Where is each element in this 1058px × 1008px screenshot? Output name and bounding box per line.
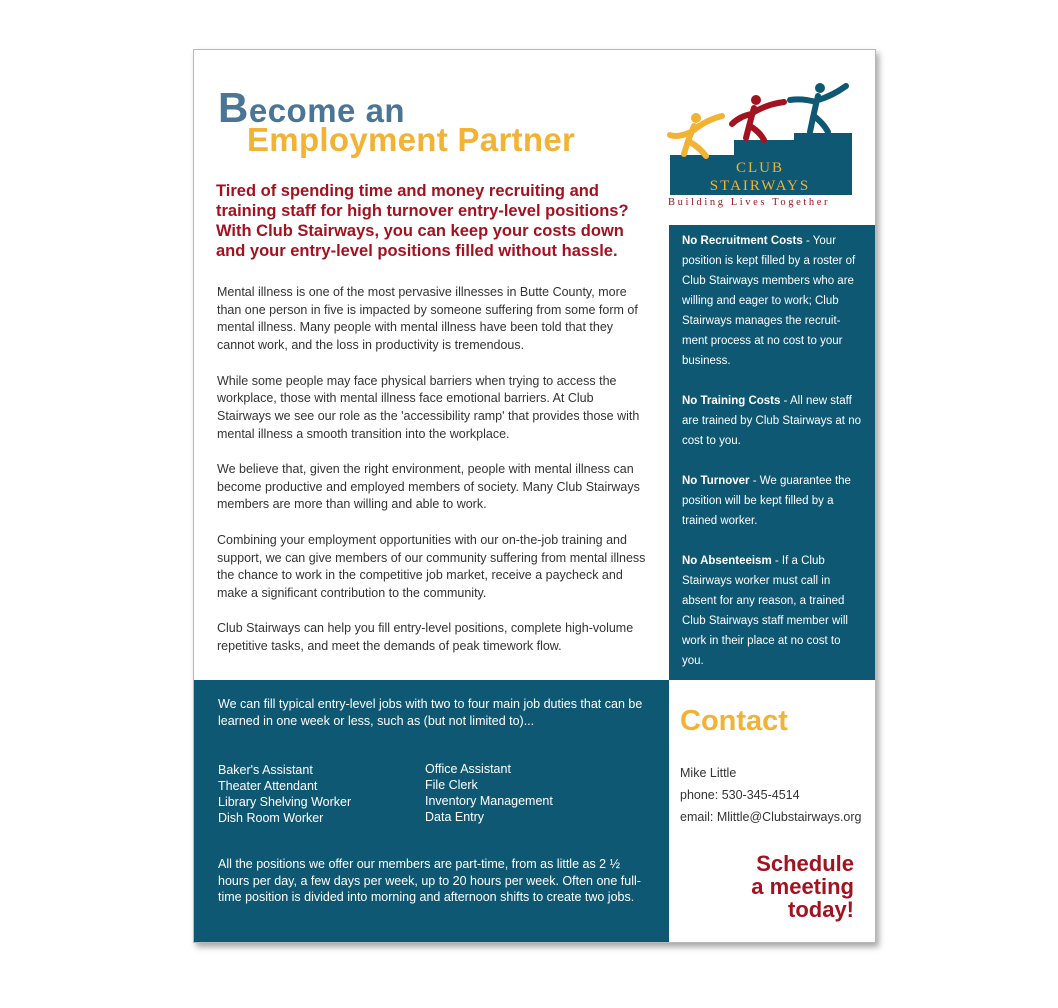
contact-email: email: Mlittle@Clubstairways.org bbox=[680, 810, 862, 824]
benefit-item bbox=[682, 551, 864, 671]
club-stairways-logo bbox=[664, 80, 860, 215]
schedule-meeting-cta bbox=[684, 852, 854, 921]
job-item: Dish Room Worker bbox=[218, 811, 324, 825]
contact-heading: Contact bbox=[680, 705, 788, 737]
logo-text-club: CLUB bbox=[735, 160, 785, 176]
job-item: Data Entry bbox=[425, 810, 485, 824]
benefit-label: No Turnover bbox=[682, 475, 750, 487]
title-initial: B bbox=[218, 84, 249, 131]
job-item: Theater Attendant bbox=[218, 779, 318, 793]
benefit-item bbox=[682, 471, 864, 531]
flyer-page bbox=[193, 49, 876, 943]
benefits-list bbox=[682, 231, 864, 691]
job-item: Library Shelving Worker bbox=[218, 795, 352, 809]
title-line-2: Employment Partner bbox=[247, 121, 576, 158]
body-paragraph: Club Stairways can help you fill entry-level positions, complete high-volume repetitive tasks, and meet the demands of peak timework flow. bbox=[217, 621, 634, 653]
logo-red-figure bbox=[732, 95, 784, 140]
body-paragraph: We believe that, given the right environment, people with mental illness can become productive and employed members of society. Many Club Stairways members are more than willing and able to work. bbox=[217, 462, 640, 512]
logo-stair-top bbox=[794, 133, 852, 141]
benefit-text: - We guarantee the position will be kept filled by a trained worker. bbox=[682, 475, 851, 527]
body-text bbox=[217, 284, 649, 673]
benefit-text: - All new staff are trained by Club Stairways at no cost to you. bbox=[682, 395, 861, 447]
jobs-list-left bbox=[218, 762, 351, 826]
logo-yellow-figure bbox=[670, 113, 722, 156]
job-item: Office Assistant bbox=[425, 762, 511, 776]
cta-line: Schedule bbox=[756, 851, 854, 876]
body-paragraph: While some people may face physical barriers when trying to access the workplace, those with mental illness face emotional barriers. At Club Stairways we see our role as the 'accessibility ramp' that provides those with mental illness a smooth transition into the workplace. bbox=[217, 373, 640, 441]
title-line-1-text: ecome an bbox=[248, 92, 406, 129]
job-item: File Clerk bbox=[425, 778, 478, 792]
jobs-list-right bbox=[425, 761, 553, 825]
contact-phone: phone: 530-345-4514 bbox=[680, 788, 800, 802]
logo-tagline: Building Lives Together bbox=[668, 197, 831, 208]
logo-text-stairways: STAIRWAYS bbox=[709, 178, 811, 194]
benefit-label: No Training Costs bbox=[682, 395, 781, 407]
benefit-label: No Recruitment Costs bbox=[682, 235, 803, 247]
benefit-item bbox=[682, 231, 864, 371]
job-item: Baker's Assistant bbox=[218, 763, 313, 777]
intro-statement: Tired of spending time and money recruiting and training staff for high turnover entry-level positions? With Club Stairways, you can keep your costs down and your entry-level positions filled without hassle. bbox=[216, 182, 629, 260]
benefit-text: - Your position is kept filled by a roster of Club Stairways members who are willing and eager to work; Club Stairways manages the recruit-ment process at no cost to your business. bbox=[682, 235, 856, 367]
logo-blue-figure bbox=[790, 83, 846, 132]
benefits-sidebar bbox=[669, 225, 875, 680]
benefit-text: - If a Club Stairways worker must call in absent for any reason, a trained Club Stairways staff member will work in their place at no cost to you. bbox=[682, 555, 848, 667]
contact-details bbox=[680, 762, 862, 828]
contact-name: Mike Little bbox=[680, 766, 737, 780]
benefit-item bbox=[682, 391, 864, 451]
job-item: Inventory Management bbox=[425, 794, 553, 808]
jobs-intro: We can fill typical entry-level jobs with two to four main job duties that can be learned in one week or less, such as (but not limited to)... bbox=[218, 697, 643, 728]
body-paragraph: Combining your employment opportunities with our on-the-job training and support, we can give members of our community suffering from mental illness the chance to work in the competitive job market, receive a paycheck and make a significant contribution to the community. bbox=[217, 532, 646, 600]
benefit-label: No Absenteeism bbox=[682, 555, 772, 567]
body-paragraph: Mental illness is one of the most pervasive illnesses in Butte County, more than one person in five is impacted by someone suffering from some form of mental illness. Many people with mental illness have been told that they cannot work, and the loss in productivity is tremendous. bbox=[217, 285, 638, 353]
cta-line: today! bbox=[788, 897, 854, 922]
jobs-panel bbox=[194, 680, 669, 942]
logo-stair-step bbox=[734, 140, 852, 156]
jobs-outro: All the positions we offer our members are part-time, from as little as 2 ½ hours per day, a few days per week, up to 20 hours per week. Often one full-time position is divided into morning and afternoon shifts to create two jobs. bbox=[218, 857, 641, 904]
cta-line: a meeting bbox=[751, 874, 854, 899]
